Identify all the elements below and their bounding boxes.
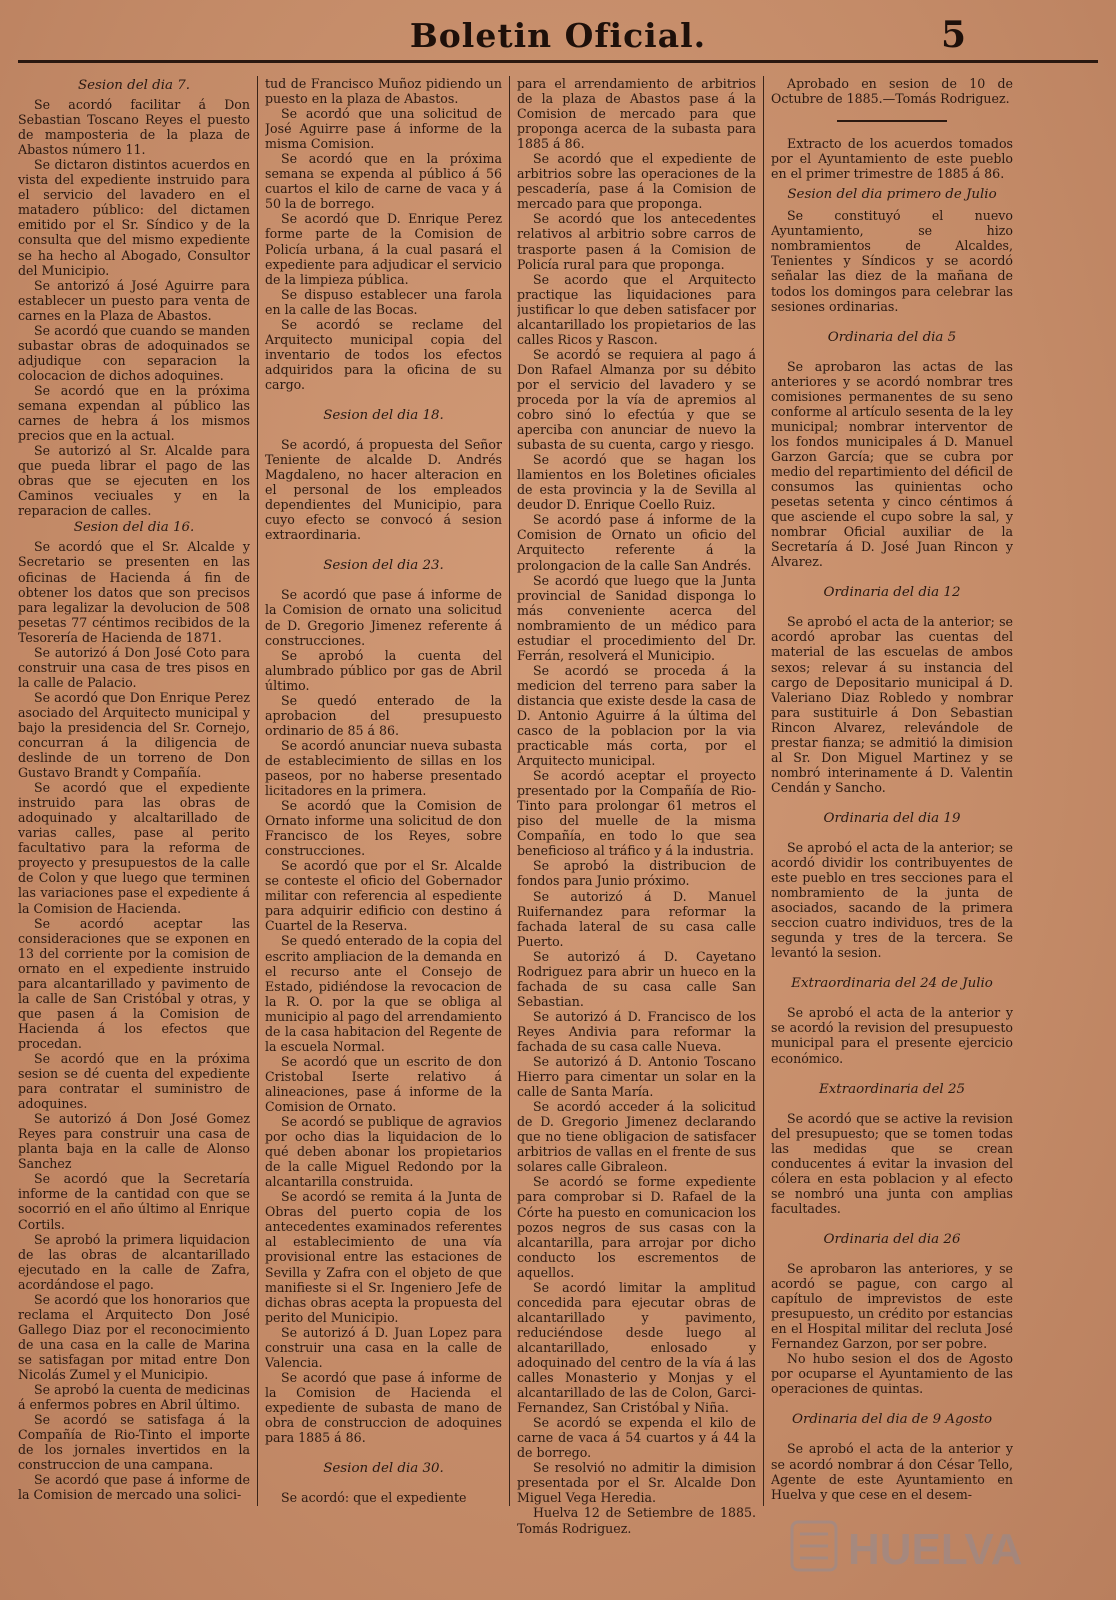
paragraph: Se aprobaron las actas de las anteriores y se acordó nombrar tres comisiones permanentes de su seno conforme al artículo sesenta de la ley municipal; nombrar interventor de los fondos municipales á D. Manuel Garzon García; que se cubra por medio del repartimiento del déficil de consumos las quinientas ocho pesetas setenta y cinco céntimos á que asciende el cupo sobre la sal, y nombrar Oficial auxiliar de la Secretaría á D. José Juan Rincon y Alvarez. <box>771 358 1013 570</box>
paragraph: Se dispuso establecer una farola en la calle de las Bocas. <box>265 286 502 317</box>
paragraph: Se acordó que la Comision de Ornato informe una solicitud de don Francisco de los Reyes, sobre construcciones. <box>265 798 502 859</box>
paragraph: Se autorizó á Don José Coto para construir una casa de tres pisos en la calle de Palacio. <box>18 644 250 690</box>
paragraph: Se aprobó el acta de la anterior y se acordó nombrar á don César Tello, Agente de este Ayuntamiento en Huelva y que cese en el desem- <box>771 1441 1013 1502</box>
paragraph: Se autorizó á D. Antonio Toscano Hierro para cimentar un solar en la calle de Santa María. <box>517 1054 756 1100</box>
newspaper-title: Boletin Oficial. <box>409 16 707 55</box>
session-heading: Ordinaria del dia de 9 Agosto <box>791 1412 993 1428</box>
paragraph: Se aprobó la cuenta de medicinas á enfermos pobres en Abril último. <box>18 1382 250 1413</box>
column-divider <box>257 76 258 1506</box>
paragraph: Se aprobó el acta de la anterior; se acordó aprobar las cuentas del material de las escuelas de ambos sexos; relevar á su instancia del cargo de Depositario municipal á D. Valeriano Diaz Robledo y nombrar para sustituirle á Don Sebastian Rincon Alvarez, relevándole de prestar fianza; se admitió la dimision al Sr. Don Miguel Martinez y se nombró interinamente á D. Valentin Cendán y Sancho. <box>771 614 1013 795</box>
paragraph: Se constituyó el nuevo Ayuntamiento, se hizo nombramientos de Alcaldes, Tenientes y Síndicos y se acordó señalar las diez de la mañana de todos los domingos para celebrar las sesiones ordinarias. <box>771 208 1013 314</box>
paragraph: Se acordó limitar la amplitud concedida para ejecutar obras de alcantarillado y pavimento, reduciéndose desde luego al alcantarillado, enlosado y adoquinado del centro de la vía á las calles Monasterio y Monjas y el alcantarillado de las de Colon, Garci-Fernandez, San Cristóbal y Niña. <box>517 1279 756 1416</box>
paragraph: Se acordó aceptar el proyecto presentado por la Compañía de Rio-Tinto para prolongar 61 metros el piso del muelle de la misma Compañía, en todo lo que sea beneficioso al tráfico y á la industria. <box>517 768 756 859</box>
paragraph: Se acordó que el expediente instruido para las obras de adoquinado y alcaltarillado de varias calles, pase al perito facultativo para la reforma de proyecto y presupuestos de la calle de Colon y que luego que terminen las variaciones pase el expediente á la Comision de Hacienda. <box>18 780 250 916</box>
section-separator <box>837 120 947 122</box>
paragraph: Se autorizó á D. Juan Lopez para construir una casa en la calle de Valencia. <box>265 1324 502 1370</box>
session-heading: Sesion del dia 23. <box>323 558 444 574</box>
masthead-rule <box>18 60 1098 63</box>
paragraph: Se autorizó al Sr. Alcalde para que pueda librar el pago de las obras que se ejecuten en los Caminos veciuales y en la reparacion de calles. <box>18 443 250 519</box>
paragraph: Se autorizó á D. Cayetano Rodriguez para abrir un hueco en la fachada de su casa calle San Sebastian. <box>517 948 756 1009</box>
paragraph: Se acordo que el Arquitecto practique las liquidaciones para justificar lo que deben satisfacer por alcantarillado los propietarios de las calles Ricos y Rascon. <box>517 271 756 347</box>
column-4 <box>771 76 1013 1581</box>
session-heading: Sesion del dia 30. <box>323 1461 444 1477</box>
watermark-stripes <box>800 1534 828 1558</box>
session-heading: Ordinaria del dia 26 <box>823 1231 961 1247</box>
paragraph: Se aprobó la distribucion de fondos para Junio próximo. <box>517 858 756 889</box>
column-divider <box>763 76 764 1506</box>
columns <box>18 76 1098 1581</box>
paragraph: No hubo sesion el dos de Agosto por ocuparse el Ayuntamiento de las operaciones de quintas. <box>771 1351 1013 1397</box>
paragraph: Se acordó que pase á informe de la Comision de ornato una solicitud de D. Gregorio Jimenez referente á construcciones. <box>265 587 502 648</box>
paragraph: Se quedó enterado de la aprobacion del presupuesto ordinario de 85 á 86. <box>265 692 502 738</box>
paragraph: Se dictaron distintos acuerdos en vista del expediente instruido para el servicio del lavadero en el matadero público: del dictamen emitido por el Sr. Síndico y de la consulta que del mismo expediente se ha hecho al Abogado, Consultor del Municipio. <box>18 157 250 278</box>
paragraph: Se aprobó el acta de la anterior; se acordó dividir los contribuyentes de este pueblo en tres secciones para el nombramiento de la junta de asociados, sacando de la primera seccion cuatro individuos, tres de la segunda y tres de la tercera. Se levantó la sesion. <box>771 839 1013 961</box>
paragraph: Se acordó: que el expediente <box>281 1490 467 1506</box>
paragraph: Se aprobó la cuenta del alumbrado público por gas de Abril último. <box>265 647 502 693</box>
paragraph: Se acordó se forme expediente para comprobar si D. Rafael de la Córte ha puesto en comunicacion los pozos negros de sus casas con la alcantarilla, para arrojar por dicho conducto los escrementos de aquellos. <box>517 1174 756 1280</box>
paragraph: Se quedó enterado de la copia del escrito ampliacion de la demanda en el recurso ante el Consejo de Estado, pidiéndose la revocacion de la R. O. por la que se obliga al municipio al pago del arrendamiento de la casa habitacion del Regente de la escuela Normal. <box>265 933 502 1054</box>
session-heading: Ordinaria del dia 12 <box>823 585 961 601</box>
paragraph: Se autorizó á Don José Gomez Reyes para construir una casa de planta baja en la calle de Alonso Sanchez <box>18 1111 250 1172</box>
paragraph: Se acordó que en la próxima semana expendan al público las carnes de hebra á los mismos precios que en la actual. <box>18 382 250 444</box>
paragraph: Se acordó que por el Sr. Alcalde se conteste el oficio del Gobernador militar con referencia al espediente para adquirir edificio con destino á Cuartel de la Reserva. <box>265 858 502 934</box>
paragraph: Se resolvió no admitir la dimision presentada por el Sr. Alcalde Don Miguel Vega Heredia. <box>517 1460 756 1506</box>
paragraph: Se acordó, á propuesta del Señor Teniente de alcalde D. Andrés Magdaleno, no hacer alteracion en el personal de los empleados dependientes del Municipio, para cuyo efecto se convocó á sesion extraordinaria. <box>265 437 502 543</box>
column-divider <box>509 76 510 1506</box>
watermark-text: HUELVA <box>848 1525 1023 1574</box>
paragraph: Se acordó que los antecedentes relativos al arbitrio sobre carros de trasporte pasen á la Comision de Policía rural para que proponga. <box>517 211 756 272</box>
paragraph: Se acordó que luego que la Junta provincial de Sanidad disponga lo más conveniente acerca del nombramiento de un médico para estudiar el procedimiento del Dr. Ferrán, resolverá el Municipio. <box>517 572 756 663</box>
paragraph: Se acordó acceder á la solicitud de D. Gregorio Jimenez declarando que no tiene obligacion de satisfacer arbitrios de vallas en el frente de sus solares calle Gibraleon. <box>517 1099 756 1175</box>
signature: Huelva 12 de Setiembre de 1885. Tomás Rodriguez. <box>517 1505 756 1536</box>
column-1 <box>18 76 250 1581</box>
session-heading: Sesion del dia 7. <box>77 78 191 93</box>
column-2 <box>265 76 502 1581</box>
masthead <box>0 10 1116 64</box>
paragraph: Se autorizó á D. Manuel Ruifernandez para reformar la fachada lateral de su casa calle Puerto. <box>517 888 756 949</box>
paragraph: Se acordó que los honorarios que reclama el Arquitecto Don José Gallego Diaz por el reconocimiento de una casa en la calle de Marina se satisfagan por mitad entre Don Nicolás Zumel y el Municipio. <box>18 1291 250 1382</box>
paragraph: Se aprobaron las anteriores, y se acordó se pague, con cargo al capítulo de imprevistos de este presupuesto, un crédito por estancias en el Hospital militar del recluta José Fernandez Garzon, por ser pobre. <box>771 1261 1013 1352</box>
paragraph: Se autorizó á D. Francisco de los Reyes Andivia para reformar la fachada de su casa calle Nueva. <box>517 1008 756 1054</box>
paragraph: Se acordó que D. Enrique Perez forme parte de la Comision de Policía urbana, á la cual pasará el expediente para adjudicar el servicio de la limpieza pública. <box>265 211 502 287</box>
paragraph: Se acordó se requiera al pago á Don Rafael Almanza por su débito por el servicio del lavadero y se proceda por la vía de apremios al cobro sinó lo efectúa y que se aperciba con anunciar de nuevo la subasta de su cuenta, cargo y riesgo. <box>517 346 756 453</box>
session-heading: Ordinaria del dia 19 <box>823 810 961 826</box>
paragraph: Se acordó que la Secretaría informe de la cantidad con que se socorrió en el año último al Enrique Cortils. <box>18 1171 250 1232</box>
paragraph: Se acordó anunciar nueva subasta de establecimiento de sillas en los paseos, por no haberse presentado licitadores en la primera. <box>265 737 502 799</box>
paragraph: Se acordó que en la próxima semana se expenda al público á 56 cuartos el kilo de carne de vaca y á 50 la de borrego. <box>265 151 502 212</box>
column-3 <box>517 76 756 1581</box>
paragraph: Se acordó que en la próxima sesion se dé cuenta del expediente para contratar el suministro de adoquines. <box>18 1051 250 1112</box>
paragraph: Se acordó que pase á informe de la Comision de mercado una solici- <box>18 1472 250 1503</box>
session-heading: Extraordinaria del 25 <box>818 1081 965 1097</box>
paragraph: para el arrendamiento de arbitrios de la plaza de Abastos pase á la Comision de mercado para que proponga acerca de la subasta para 1885 á 86. <box>517 76 756 152</box>
paragraph: Se acordó que una solicitud de José Aguirre pase á informe de la misma Comision. <box>265 106 502 152</box>
library-watermark-logo <box>786 1514 1056 1578</box>
session-heading: Sesion del dia 16. <box>73 520 195 536</box>
page-number: 5 <box>940 14 966 56</box>
paragraph: Se acordó que Don Enrique Perez asociado del Arquitecto municipal y bajo la presidencia del Sr. Cornejo, concurran á la diligencia de deslinde de un torreno de Don Gustavo Brandt y Compañía. <box>18 689 250 781</box>
paragraph: Se aprobó el acta de la anterior y se acordó la revision del presupuesto municipal para el presente ejercicio económico. <box>771 1005 1013 1066</box>
paragraph: Aprobado en sesion de 10 de Octubre de 1885.—Tomás Rodriguez. <box>771 76 1013 107</box>
paragraph: Se acordó que se active la revision del presupuesto; que se tomen todas las medidas que se crean conducentes á evitar la invasion del cólera en esta poblacion y al efecto se nombró una junta con amplias facultades. <box>771 1110 1013 1216</box>
paragraph: Se acordó se remita á la Junta de Obras del puerto copia de los antecedentes examinados referentes al establecimiento de una vía provisional entre las estaciones de Sevilla y Zafra con el objeto de que manifieste si el Sr. Ingeniero Jefe de dichas obras acepta la propuesta del perito del Municipio. <box>265 1189 502 1325</box>
paragraph: tud de Francisco Muñoz pidiendo un puesto en la plaza de Abastos. <box>265 76 502 107</box>
paragraph: Se aprobó la primera liquidacion de las obras de alcantarillado ejecutado en la calle de Zafra, acordándose el pago. <box>18 1231 250 1292</box>
paragraph: Se antorizó á José Aguirre para establecer un puesto para venta de carnes en la Plaza de Abastos. <box>18 277 250 323</box>
paragraph: Se acordó facilitar á Don Sebastian Toscano Reyes el puesto de mamposteria de la plaza de Abastos número 11. <box>18 97 250 158</box>
session-heading: Sesion del dia primero de Julio <box>787 187 997 203</box>
paragraph: Se acordó que el Sr. Alcalde y Secretario se presenten en las oficinas de Hacienda á fin de obtener los datos que son precisos para legalizar la devolucion de 508 pesetas 77 céntimos recibidos de la Tesorería de Hacienda de 1871. <box>18 539 250 645</box>
paragraph: Se acordó que pase á informe de la Comision de Hacienda el expediente de subasta de mano de obra de construccion de adoquines para 1885 á 86. <box>265 1369 502 1446</box>
paragraph: Se acordó se proceda á la medicion del terreno para saber la distancia que existe desde la casa de D. Antonio Aguirre á la última del casco de la poblacion por la via practicable más corta, por el Arquitecto municipal. <box>517 662 756 769</box>
paragraph: Se acordó aceptar las consideraciones que se exponen en 13 del corriente por la comision de ornato en el expediente instruido para alcantarillado y pavimento de la calle de San Cristóbal y otras, y que pasen á la Comision de Hacienda á los efectos que procedan. <box>18 915 250 1051</box>
paragraph: Se acordó se reclame del Arquitecto municipal copia del inventario de todos los efectos adquiridos para la oficina de su cargo. <box>265 316 502 392</box>
paragraph: Se acordó se publique de agravios por ocho dias la liquidacion de lo qué deben abonar los propietarios de la calle Miguel Redondo por la alcantarilla construida. <box>265 1114 502 1190</box>
session-heading: Sesion del dia 18. <box>323 407 444 423</box>
paragraph: Se acordó que se hagan los llamientos en los Boletines oficiales de esta provincia y la de Sevilla al deudor D. Enrique Coello Ruiz. <box>517 452 756 513</box>
paragraph: Se acordó que cuando se manden subastar obras de adoquinados se adjudique con separacion la colocacion de dichos adoquines. <box>18 322 250 383</box>
session-heading: Extraordinaria del 24 de Julio <box>791 976 993 992</box>
paragraph: Extracto de los acuerdos tomados por el Ayuntamiento de este pueblo en el primer trimestre de 1885 á 86. <box>771 136 1013 182</box>
paragraph: Se acordó se expenda el kilo de carne de vaca á 54 cuartos y á 44 la de borrego. <box>517 1415 756 1461</box>
paragraph: Se acordó que el expediente de arbitrios sobre las operaciones de la pescadería, pase á la Comision de mercado para que proponga. <box>517 151 756 212</box>
paragraph: Se acordó pase á informe de la Comision de Ornato un oficio del Arquitecto referente á la prolongacion de la calle San Andrés. <box>517 512 756 573</box>
paragraph: Se acordó que un escrito de don Cristobal Iserte relativo á alineaciones, pase á informe de la Comision de Ornato. <box>265 1053 502 1114</box>
paragraph: Se acordó se satisfaga á la Compañía de Rio-Tinto el importe de los jornales invertidos en la construccion de una campana. <box>18 1412 250 1473</box>
session-heading: Ordinaria del dia 5 <box>827 329 957 345</box>
